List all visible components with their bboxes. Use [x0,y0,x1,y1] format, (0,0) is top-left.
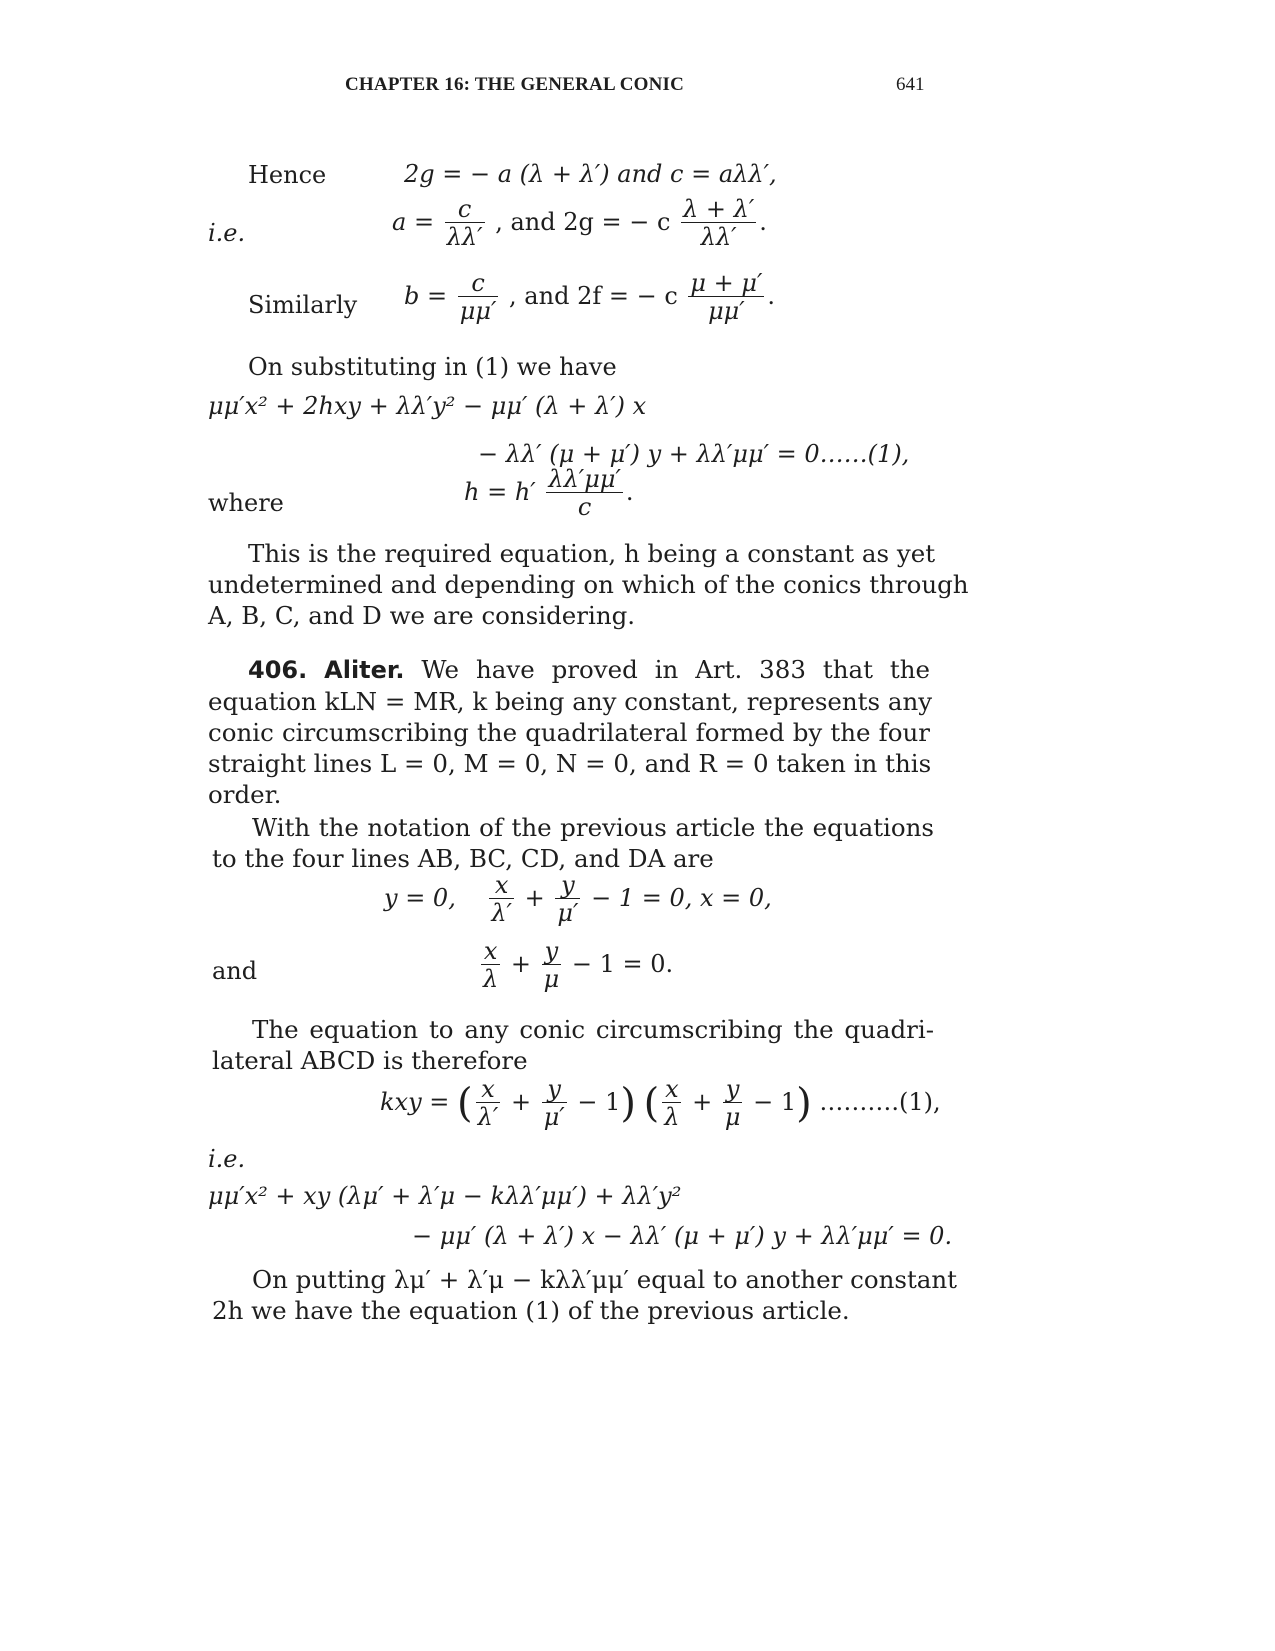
paragraph-line: The equation to any conic circumscribing the quadri- [252,1015,934,1044]
equation-expand-line1: μμ′x² + xy (λμ′ + λ′μ − kλλ′μμ′) + λλ′y² [208,1182,682,1210]
paragraph-line: On putting λμ′ + λ′μ − kλλ′μμ′ equal to another constant [252,1265,958,1294]
frac-den: λ′ [491,899,513,927]
equation-expand-line2: − μμ′ (λ + λ′) x − λλ′ (μ + μ′) y + λλ′μμ′ = 0. [412,1222,953,1250]
frac-num: μ + μ′ [690,269,763,297]
fraction-y-mu-p [542,1076,567,1131]
frac-num: y [544,937,559,965]
label-and: and [212,957,258,985]
minus-one: − 1 [577,1088,621,1116]
plus-sign: + [510,950,531,978]
fraction-c-over-lambda [445,196,485,251]
chapter-title: CHAPTER 16: THE GENERAL CONIC [345,74,685,95]
frac-num: y [725,1075,740,1103]
frac-num: y [561,871,575,899]
label-where: where [208,489,284,517]
sim-b: b = [404,282,448,310]
fraction-x-lambda [662,1076,681,1131]
fraction-x-lambda-p [489,872,514,927]
frac-num: y [547,1075,561,1103]
frac-den: μ [724,1103,741,1131]
paragraph-line: undetermined and depending on which of the conics through [208,570,969,599]
equation-where: h = h′ $\frac{\lambda\lambda'\mu\mu'}{c}$ . [464,465,634,521]
minus-one: − 1 [753,1088,797,1116]
eq-lines-tail: − 1 = 0, x = 0, [591,884,772,912]
label-similarly: Similarly [248,291,358,319]
fraction-y-mu [723,1076,743,1131]
equation-ie: a = $\frac{c}{\lambda\lambda'}$ , and 2g = − c $\frac{\lambda + \lambda'}{\lambda\lambda'}$ . [392,195,767,251]
fraction-lambda-sum [681,196,756,251]
sim-and: , and 2f = − c [509,282,678,310]
equation-hence: 2g = − a (λ + λ′) and c = aλλ′, [404,160,777,188]
frac-den: λ [483,965,499,993]
frac-den: λλ′ [446,223,483,251]
frac-num: c [457,195,472,223]
eq-y-zero: y = 0, [384,884,456,912]
paragraph-line: to the four lines AB, BC, CD, and DA are [212,844,714,873]
plus-sign: + [692,1088,713,1116]
equation-subst-line2: − λλ′ (μ + μ′) y + λλ′μμ′ = 0……(1), [478,440,910,468]
paragraph-line: order. [208,780,282,809]
paragraph-line: With the notation of the previous article the equations [252,813,934,842]
fraction-y-mu-p [555,872,580,927]
frac-num: λλ′μμ′ [548,465,621,493]
frac-num: x [481,1075,495,1103]
fraction-x-lambda [481,938,500,993]
text-on-substituting: On substituting in (1) we have [248,353,617,381]
paragraph-line: straight lines L = 0, M = 0, N = 0, and R = 0 taken in this [208,749,932,778]
paragraph-line: We have proved in Art. 383 that the [421,655,930,684]
paragraph-line: A, B, C, and D we are considering. [208,601,636,630]
frac-num: x [494,871,509,899]
equation-kxy: kxy = ( $\frac{x}{\lambda'}$ + $\frac{y}{\mu'}$ − 1) ( $\frac{x}{\lambda}$ + $\frac{y}{\mu}$ − 1) ……….(1), [380,1075,941,1131]
equation-fourth-line [478,938,673,993]
equation-subst-line1: μμ′x² + 2hxy + λλ′y² − μμ′ (λ + λ′) x [208,392,647,420]
paragraph-notation [212,812,934,874]
paragraph-line: 2h we have the equation (1) of the previous article. [212,1296,850,1325]
section-title: Aliter. [324,656,405,684]
frac-num: λ + λ′ [683,195,755,223]
fraction-y-mu [542,938,562,993]
label-ie-2: i.e. [208,1145,246,1173]
frac-den: μ [543,965,560,993]
page-header [0,74,1275,104]
label-hence: Hence [248,161,327,189]
paragraph-line: lateral ABCD is therefore [212,1046,528,1075]
fraction-x-lambda-p [476,1076,501,1131]
fraction-c-over-mu [458,270,499,325]
paragraph-line: conic circumscribing the quadrilateral formed by the four [208,718,930,747]
ie-a: a = [392,208,435,236]
fraction-where [546,466,623,521]
frac-den: λ′ [477,1103,499,1131]
frac-den: μμ′ [459,297,497,325]
eq-fourth-tail: − 1 = 0. [571,950,674,978]
plus-sign: + [524,884,545,912]
section-heading-line [208,654,930,686]
fraction-mu-sum [688,270,764,325]
paragraph-equation-any [212,1014,934,1076]
frac-num: x [665,1075,679,1103]
frac-den: λ [664,1103,680,1131]
frac-den: λλ′ [681,222,756,251]
equation-four-lines [384,872,772,927]
kxy-lhs: kxy = [380,1088,450,1116]
frac-den: c [546,492,623,521]
paragraph-required [208,538,969,631]
plus-sign: + [510,1088,532,1116]
where-h: h = h′ [464,478,536,506]
frac-num: x [483,937,498,965]
frac-num: c [471,269,485,297]
ie-and: , and 2g = − c [495,208,671,236]
kxy-tail: ……….(1), [819,1088,941,1116]
section-number: 406. [248,656,308,684]
page-number: 641 [896,74,925,95]
paragraph-putting [212,1264,958,1326]
paragraph-line: This is the required equation, h being a constant as yet [248,539,936,568]
paragraph-aliter [208,654,933,810]
equation-similarly: b = $\frac{c}{\mu\mu'}$ , and 2f = − c $\frac{\mu + \mu'}{\mu\mu'}$ . [404,269,776,325]
label-ie: i.e. [208,219,246,247]
frac-den: μ′ [543,1103,565,1131]
frac-den: μ′ [557,899,579,927]
paragraph-line: equation kLN = MR, k being any constant, represents any [208,687,933,716]
frac-den: μμ′ [688,296,764,325]
